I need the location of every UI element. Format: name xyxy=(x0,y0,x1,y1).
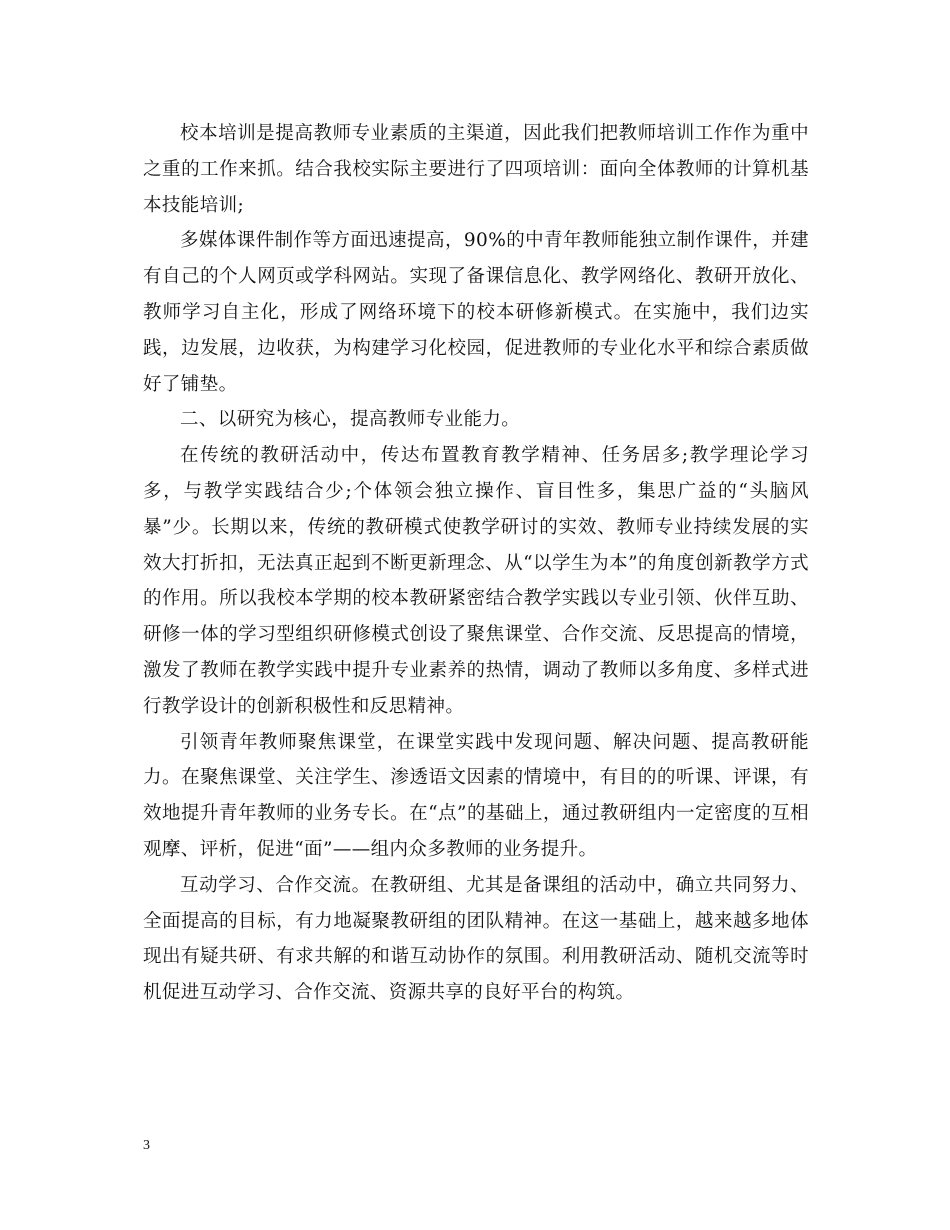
paragraph-young-teachers: 引领青年教师聚焦课堂，在课堂实践中发现问题、解决问题、提高教研能力。在聚焦课堂、关注学生、渗透语文因素的情境中，有目的的听课、评课，有效地提升青年教师的业务专长。在“点”的基础上，通过教研组内一定密度的互相观摩、评析，促进“面”——组内众多教师的业务提升。 xyxy=(143,731,809,860)
paragraph-traditional-research: 在传统的教研活动中，传达布置教育教学精神、任务居多;教学理论学习多，与教学实践结合少;个体领会独立操作、盲目性多，集思广益的“头脑风暴”少。长期以来，传统的教研模式使教学研讨的实效、教师专业持续发展的实效大打折扣，无法真正起到不断更新理念、从“以学生为本”的角度创新教学方式的作用。所以我校本学期的校本教研紧密结合教学实践以专业引领、伙伴互助、研修一体的学习型组织研修模式创设了聚焦课堂、合作交流、反思提高的情境，激发了教师在教学实践中提升专业素养的热情，调动了教师以多角度、多样式进行教学设计的创新积极性和反思精神。 xyxy=(143,445,809,717)
paragraph-training-intro: 校本培训是提高教师专业素质的主渠道，因此我们把教师培训工作作为重中之重的工作来抓。结合我校实际主要进行了四项培训：面向全体教师的计算机基本技能培训; xyxy=(143,123,809,216)
page-number: 3 xyxy=(143,1138,150,1153)
section-heading-research: 二、以研究为核心，提高教师专业能力。 xyxy=(180,409,521,431)
document-body xyxy=(143,116,809,1011)
paragraph-multimedia: 多媒体课件制作等方面迅速提高，90%的中青年教师能独立制作课件，并建有自己的个人网页或学科网站。实现了备课信息化、教学网络化、教研开放化、教师学习自主化，形成了网络环境下的校本研修新模式。在实施中，我们边实践，边发展，边收获，为构建学习化校园，促进教师的专业化水平和综合素质做好了铺垫。 xyxy=(143,230,809,395)
paragraph-interactive-learning: 互动学习、合作交流。在教研组、尤其是备课组的活动中，确立共同努力、全面提高的目标，有力地凝聚教研组的团队精神。在这一基础上，越来越多地体现出有疑共研、有求共解的和谐互动协作的氛围。利用教研活动、随机交流等时机促进互动学习、合作交流、资源共享的良好平台的构筑。 xyxy=(143,874,809,1004)
